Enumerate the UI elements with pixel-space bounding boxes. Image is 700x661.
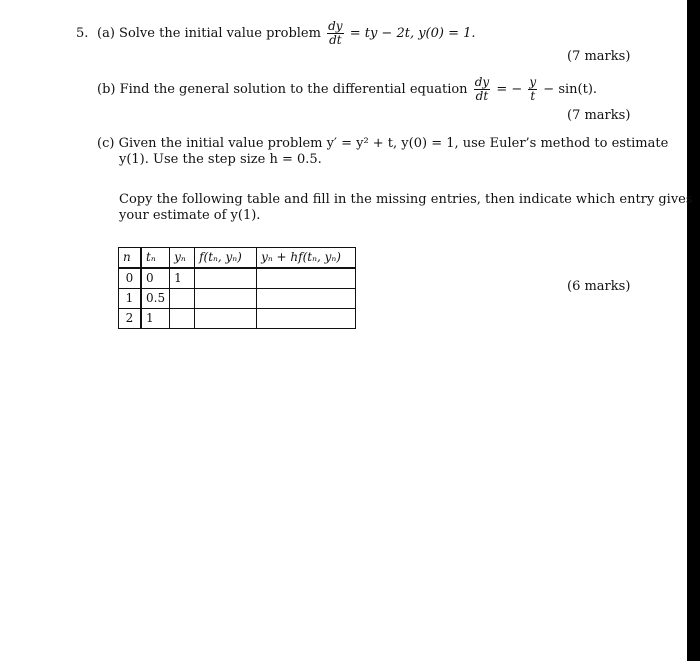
- table-row: [119, 309, 356, 329]
- cell-f: [195, 268, 257, 289]
- part-c-line-1: [97, 136, 668, 152]
- part-c-line-2: y(1). Use the step size h = 0.5.: [119, 152, 322, 167]
- part-c-label: (c): [97, 136, 115, 151]
- part-a-marks: (7 marks): [567, 49, 631, 64]
- cell-tn: 1: [141, 309, 170, 329]
- cell-tn: 0: [141, 268, 170, 289]
- cell-f: [195, 289, 257, 309]
- part-b-rest: − sin(t).: [543, 82, 598, 97]
- part-b-frac2-num: y: [529, 75, 537, 89]
- part-b-frac-num: dy: [474, 75, 490, 89]
- part-b-text: Find the general solution to the differential equation: [119, 82, 468, 97]
- table-row: [119, 268, 356, 289]
- euler-table: [118, 247, 356, 329]
- cell-n: 2: [119, 309, 142, 329]
- part-b-marks: (7 marks): [567, 108, 631, 123]
- header-tn: tₙ: [141, 248, 170, 269]
- header-f: f(tₙ, yₙ): [195, 248, 257, 269]
- part-b-derivative: [474, 76, 490, 103]
- part-b-label: (b): [97, 82, 116, 97]
- cell-ynext: [257, 268, 356, 289]
- part-c-instruction-1: Copy the following table and fill in the missing entries, then indicate which entry gives: [119, 192, 693, 207]
- header-yn: yₙ: [170, 248, 195, 269]
- part-a-label: (a): [97, 26, 115, 41]
- part-b-line: [97, 76, 597, 103]
- part-c-text-1: Given the initial value problem y′ = y² + t, y(0) = 1, use Euler’s method to estimate: [118, 136, 669, 151]
- part-c-instruction-2: your estimate of y(1).: [119, 208, 261, 223]
- header-ynext: yₙ + hf(tₙ, yₙ): [257, 248, 356, 269]
- cell-yn: [170, 309, 195, 329]
- header-n: n: [119, 248, 142, 269]
- part-b-fraction: [528, 76, 537, 103]
- cell-ynext: [257, 289, 356, 309]
- cell-ynext: [257, 309, 356, 329]
- part-a-frac-num: dy: [328, 19, 343, 33]
- cell-tn: 0.5: [141, 289, 170, 309]
- part-c-marks: (6 marks): [567, 279, 631, 294]
- part-b-frac-den: dt: [475, 89, 489, 103]
- question-number: 5.: [76, 26, 89, 41]
- part-b-middle: = −: [496, 82, 523, 97]
- part-b-frac2-den: t: [530, 89, 536, 103]
- cell-f: [195, 309, 257, 329]
- table-row: [119, 289, 356, 309]
- part-a-equation: = ty − 2t, y(0) = 1.: [349, 26, 476, 41]
- cell-n: 1: [119, 289, 142, 309]
- cell-yn: [170, 289, 195, 309]
- table-header-row: [119, 248, 356, 269]
- part-a-derivative: [327, 20, 343, 47]
- cell-yn: 1: [170, 268, 195, 289]
- part-a-line: [97, 20, 476, 47]
- part-a-frac-den: dt: [329, 33, 342, 47]
- part-a-text: Solve the initial value problem: [119, 26, 321, 41]
- cell-n: 0: [119, 268, 142, 289]
